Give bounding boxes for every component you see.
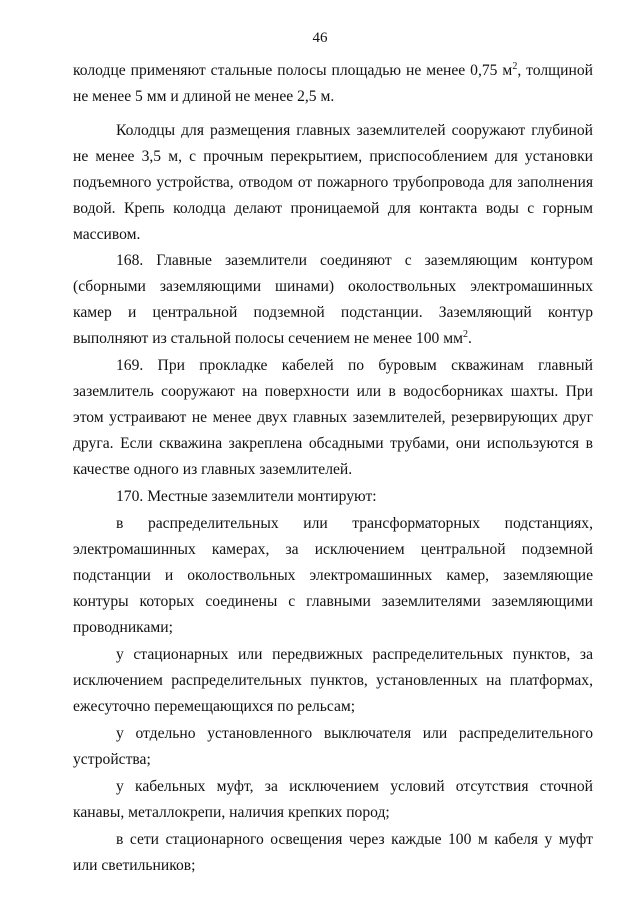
- paragraph-169: [73, 353, 593, 483]
- paragraph-continuation: [73, 58, 593, 110]
- list-item-substations: [73, 511, 593, 641]
- list-item-distribution-points: [73, 642, 593, 720]
- paragraph-170: [73, 484, 593, 510]
- paragraph-text: колодце применяют стальные полосы площадью не менее 0,75 м: [73, 62, 513, 79]
- document-body: [73, 58, 593, 879]
- paragraph-text: у отдельно установленного выключателя или распределительного устройства;: [73, 725, 593, 768]
- paragraph-text: в распределительных или трансформаторных подстанциях, электромашинных камерах, за исключением центральной подземной подстанции и околоствольных электромашинных камер, заземляющие контуры которых соединены с главными заземлителями заземляющими проводниками;: [73, 515, 593, 636]
- paragraph-text: 168. Главные заземлители соединяют с заземляющим контуром (сборными заземляющими шинами) околоствольных электромашинных камер и центральной подземной подстанции. Заземляющий контур выполняют из стальной полосы сечением не менее 100 мм: [73, 252, 593, 347]
- superscript: 2: [462, 328, 468, 340]
- list-item-switch: [73, 721, 593, 773]
- list-item-cable-couplings: [73, 774, 593, 826]
- paragraph-text: у кабельных муфт, за исключением условий отсутствия сточной канавы, металлокрепи, наличия крепких пород;: [73, 778, 593, 821]
- paragraph-text: 170. Местные заземлители монтируют:: [116, 488, 377, 505]
- paragraph-text-tail: .: [467, 330, 472, 347]
- paragraph-text: в сети стационарного освещения через каждые 100 м кабеля у муфт или светильников;: [73, 831, 593, 874]
- paragraph-168: [73, 248, 593, 352]
- superscript: 2: [512, 60, 518, 72]
- paragraph-text: 169. При прокладке кабелей по буровым скважинам главный заземлитель сооружают на поверхности или в водосборниках шахты. При этом устраивают не менее двух главных заземлителей, резервирующих друг друга. Если скважина закреплена обсадными трубами, они используются в качестве одного из главных заземлителей.: [73, 357, 593, 478]
- page-number: 46: [312, 30, 328, 46]
- paragraph-text: Колодцы для размещения главных заземлителей сооружают глубиной не менее 3,5 м, с прочным перекрытием, приспособлением для установки подъемного устройства, отводом от пожарного трубопровода для заполнения водой. Крепь колодца делают проницаемой для контакта воды с горным массивом.: [73, 122, 593, 243]
- paragraph-wells: [73, 118, 593, 248]
- list-item-lighting: [73, 827, 593, 879]
- paragraph-text: у стационарных или передвижных распределительных пунктов, за исключением распределительных пунктов, установленных на платформах, ежесуточно перемещающихся по рельсам;: [73, 646, 593, 715]
- paragraph-text-tail: , толщиной не менее 5 мм и длиной не менее 2,5 м.: [73, 62, 593, 105]
